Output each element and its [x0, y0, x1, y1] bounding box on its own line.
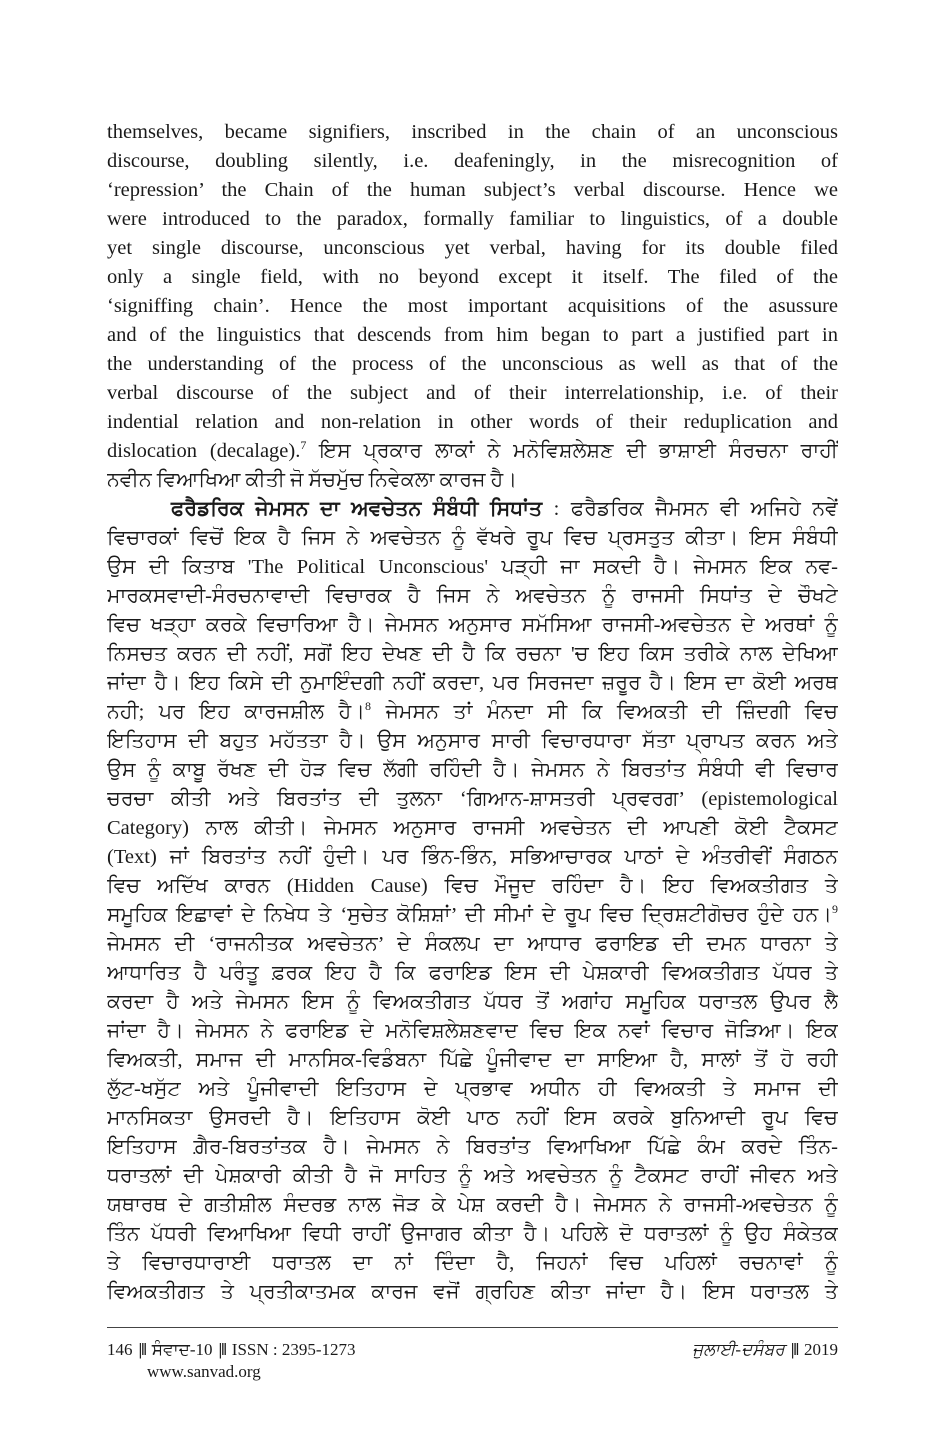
text-segment: ਇਸ ਪ੍ਰਕਾਰ ਲਾਕਾਂ ਨੇ ਮਨੋਵਿਸ਼ਲੇਸ਼ਣ ਦੀ ਭਾਸ਼ਾਈ ਸੰਰਚਨਾ ਰਾਹੀਂ: [306, 440, 838, 462]
body-text: [107, 118, 838, 1307]
text-line: ਕਰਦਾ ਹੈ ਅਤੇ ਜੇਮਸਨ ਇਸ ਨੂੰ ਵਿਅਕਤੀਗਤ ਪੱਧਰ ਤੋਂ ਅਗਾਂਹ ਸਮੂਹਿਕ ਧਰਾਤਲ ਉਪਰ ਲੈ: [107, 991, 838, 1013]
text-line: ਆਧਾਰਿਤ ਹੈ ਪਰੰਤੂ ਫ਼ਰਕ ਇਹ ਹੈ ਕਿ ਫਰਾਇਡ ਇਸ ਦੀ ਪੇਸ਼ਕਾਰੀ ਵਿਅਕਤੀਗਤ ਪੱਧਰ ਤੇ: [107, 962, 838, 984]
text-line: ਵਿਅਕਤੀ, ਸਮਾਜ ਦੀ ਮਾਨਸਿਕ-ਵਿਡੰਬਨਾ ਪਿੱਛੇ ਪੂੰਜੀਵਾਦ ਦਾ ਸਾਇਆ ਹੈ, ਸਾਲਾਂ ਤੋਂ ਹੋ ਰਹੀ: [107, 1049, 838, 1071]
text-line: ਵਿਅਕਤੀਗਤ ਤੇ ਪ੍ਰਤੀਕਾਤਮਕ ਕਾਰਜ ਵਜੋਂ ਗ੍ਰਹਿਣ ਕੀਤਾ ਜਾਂਦਾ ਹੈ। ਇਸ ਧਰਾਤਲ ਤੇ: [107, 1281, 838, 1303]
paragraph-1: [107, 118, 838, 495]
section-heading: ਫਰੈਡਰਿਕ ਜੇਮਸਨ ਦਾ ਅਵਚੇਤਨ ਸੰਬੰਧੀ ਸਿਧਾਂਤ: [171, 498, 543, 520]
text-line: (Text) ਜਾਂ ਬਿਰਤਾਂਤ ਨਹੀਂ ਹੁੰਦੀ। ਪਰ ਭਿੰਨ-ਭਿੰਨ, ਸਭਿਆਚਾਰਕ ਪਾਠਾਂ ਦੇ ਅੰਤਰੀਵੀਂ ਸੰਗਠਨ: [107, 846, 838, 868]
issue-year: 2019: [804, 1340, 838, 1359]
text-line: ਤੇ ਵਿਚਾਰਧਾਰਾਈ ਧਰਾਤਲ ਦਾ ਨਾਂ ਦਿੰਦਾ ਹੈ, ਜਿਹਨਾਂ ਵਿਚ ਪਹਿਲਾਂ ਰਚਨਾਵਾਂ ਨੂੰ: [107, 1252, 838, 1274]
text-segment: : ਫਰੈਡਰਿਕ ਜੈਮਸਨ ਵੀ ਅਜਿਹੇ ਨਵੇਂ: [542, 498, 838, 520]
text-line: ਚਰਚਾ ਕੀਤੀ ਅਤੇ ਬਿਰਤਾਂਤ ਦੀ ਤੁਲਨਾ ‘ਗਿਆਨ-ਸ਼ਾਸਤਰੀ ਪ੍ਰਵਰਗ’ (epistemological: [107, 788, 838, 810]
text-line-with-footnote: [107, 901, 838, 930]
text-line: ਉਸ ਨੂੰ ਕਾਬੂ ਰੱਖਣ ਦੀ ਹੋੜ ਵਿਚ ਲੱਗੀ ਰਹਿੰਦੀ ਹੈ। ਜੇਮਸਨ ਨੇ ਬਿਰਤਾਂਤ ਸੰਬੰਧੀ ਵੀ ਵਿਚਾਰ: [107, 759, 838, 781]
text-line: ਮਾਨਸਿਕਤਾ ਉਸਰਦੀ ਹੈ। ਇਤਿਹਾਸ ਕੋਈ ਪਾਠ ਨਹੀਂ ਇਸ ਕਰਕੇ ਬੁਨਿਆਦੀ ਰੂਪ ਵਿਚ: [107, 1107, 838, 1129]
text-line: ਇਤਿਹਾਸ ਗ਼ੈਰ-ਬਿਰਤਾਂਤਕ ਹੈ। ਜੇਮਸਨ ਨੇ ਬਿਰਤਾਂਤ ਵਿਆਖਿਆ ਪਿੱਛੇ ਕੰਮ ਕਰਦੇ ਤਿੰਨ-: [107, 1136, 838, 1158]
footnote-marker[interactable]: 9: [832, 902, 838, 917]
footnote-marker[interactable]: 8: [364, 699, 371, 714]
text-line: ਨਿਸਚਤ ਕਰਨ ਦੀ ਨਹੀਂ, ਸਗੋਂ ਇਹ ਦੇਖਣ ਦੀ ਹੈ ਕਿ ਰਚਨਾ 'ਚ ਇਹ ਕਿਸ ਤਰੀਕੇ ਨਾਲ ਦੇਖਿਆ: [107, 643, 838, 665]
text-segment: ਸਮੂਹਿਕ ਇਛਾਵਾਂ ਦੇ ਨਿਖੇਧ ਤੇ ‘ਸੁਚੇਤ ਕੋਸ਼ਿਸ਼ਾਂ’ ਦੀ ਸੀਮਾਂ ਦੇ ਰੂਪ ਵਿਚ ਦ੍ਰਿਸ਼ਟੀਗੋਚਰ ਹੁੰਦੇ ਹਨ।: [107, 904, 832, 926]
text-line: ਤਿੰਨ ਪੱਧਰੀ ਵਿਆਖਿਆ ਵਿਧੀ ਰਾਹੀਂ ਉਜਾਗਰ ਕੀਤਾ ਹੈ। ਪਹਿਲੇ ਦੋ ਧਰਾਤਲਾਂ ਨੂੰ ਉਹ ਸੰਕੇਤਕ: [107, 1223, 838, 1245]
text-line: were introduced to the paradox, formally familiar to linguistics, of a double: [107, 208, 838, 230]
paragraph-2: [107, 495, 838, 1307]
text-line: only a single field, with no beyond except it itself. The filed of the: [107, 266, 838, 288]
text-line: and of the linguistics that descends from him began to part a justified part in: [107, 324, 838, 346]
text-segment: ਨਹੀ; ਪਰ ਇਹ ਕਾਰਜਸ਼ੀਲ ਹੈ।: [107, 701, 365, 723]
text-line: verbal discourse of the subject and of their interrelationship, i.e. of their: [107, 382, 838, 404]
text-line: indential relation and non-relation in other words of their reduplication and: [107, 411, 838, 433]
text-line: ਇਤਿਹਾਸ ਦੀ ਬਹੁਤ ਮਹੱਤਤਾ ਹੈ। ਉਸ ਅਨੁਸਾਰ ਸਾਰੀ ਵਿਚਾਰਧਾਰਾ ਸੱਤਾ ਪ੍ਰਾਪਤ ਕਰਨ ਅਤੇ: [107, 730, 838, 752]
text-line: ਜਾਂਦਾ ਹੈ। ਇਹ ਕਿਸੇ ਦੀ ਨੁਮਾਇੰਦਗੀ ਨਹੀਂ ਕਰਦਾ, ਪਰ ਸਿਰਜਦਾ ਜ਼ਰੂਰ ਹੈ। ਇਸ ਦਾ ਕੋਈ ਅਰਥ: [107, 672, 838, 694]
footer-divider: [107, 1327, 838, 1328]
page-number: 146: [107, 1340, 133, 1359]
footer-separator: |‖: [218, 1340, 226, 1359]
text-line-with-footnote: [107, 698, 838, 727]
text-line: ਲੁੱਟ-ਖਸੁੱਟ ਅਤੇ ਪੂੰਜੀਵਾਦੀ ਇਤਿਹਾਸ ਦੇ ਪ੍ਰਭਾਵ ਅਧੀਨ ਹੀ ਵਿਅਕਤੀ ਤੇ ਸਮਾਜ ਦੀ: [107, 1078, 838, 1100]
text-segment: ਜੇਮਸਨ ਤਾਂ ਮੰਨਦਾ ਸੀ ਕਿ ਵਿਅਕਤੀ ਦੀ ਜ਼ਿੰਦਗੀ ਵਿਚ: [370, 701, 838, 723]
text-line: ਮਾਰਕਸਵਾਦੀ-ਸੰਰਚਨਾਵਾਦੀ ਵਿਚਾਰਕ ਹੈ ਜਿਸ ਨੇ ਅਵਚੇਤਨ ਨੂੰ ਰਾਜਸੀ ਸਿਧਾਂਤ ਦੇ ਚੌਖਟੇ: [107, 585, 838, 607]
text-line: ਉਸ ਦੀ ਕਿਤਾਬ 'The Political Unconscious' ਪੜ੍ਹੀ ਜਾ ਸਕਦੀ ਹੈ। ਜੇਮਸਨ ਇਕ ਨਵ-: [107, 556, 838, 578]
text-line: ਯਥਾਰਥ ਦੇ ਗਤੀਸ਼ੀਲ ਸੰਦਰਭ ਨਾਲ ਜੋੜ ਕੇ ਪੇਸ਼ ਕਰਦੀ ਹੈ। ਜੇਮਸਨ ਨੇ ਰਾਜਸੀ-ਅਵਚੇਤਨ ਨੂੰ: [107, 1194, 838, 1216]
text-line: ਵਿਚ ਖੜ੍ਹਾ ਕਰਕੇ ਵਿਚਾਰਿਆ ਹੈ। ਜੇਮਸਨ ਅਨੁਸਾਰ ਸਮੱਸਿਆ ਰਾਜਸੀ-ਅਵਚੇਤਨ ਦੇ ਅਰਥਾਂ ਨੂੰ: [107, 614, 838, 636]
text-line: discourse, doubling silently, i.e. deafeningly, in the misrecognition of: [107, 150, 838, 172]
issn: ISSN : 2395-1273: [231, 1340, 356, 1359]
text-line: ਜੇਮਸਨ ਦੀ ‘ਰਾਜਨੀਤਕ ਅਵਚੇਤਨ’ ਦੇ ਸੰਕਲਪ ਦਾ ਆਧਾਰ ਫਰਾਇਡ ਦੀ ਦਮਨ ਧਾਰਨਾ ਤੇ: [107, 933, 838, 955]
text-line: ਵਿਚ ਅਦਿੱਖ ਕਾਰਨ (Hidden Cause) ਵਿਚ ਮੌਜੂਦ ਰਹਿੰਦਾ ਹੈ। ਇਹ ਵਿਅਕਤੀਗਤ ਤੇ: [107, 875, 838, 897]
text-line: themselves, became signifiers, inscribed in the chain of an unconscious: [107, 121, 838, 143]
text-line: ਧਰਾਤਲਾਂ ਦੀ ਪੇਸ਼ਕਾਰੀ ਕੀਤੀ ਹੈ ਜੋ ਸਾਹਿਤ ਨੂੰ ਅਤੇ ਅਵਚੇਤਨ ਨੂੰ ਟੈਕਸਟ ਰਾਹੀਂ ਜੀਵਨ ਅਤੇ: [107, 1165, 838, 1187]
footer-separator: |‖: [790, 1340, 798, 1359]
text-line: ਜਾਂਦਾ ਹੈ। ਜੇਮਸਨ ਨੇ ਫਰਾਇਡ ਦੇ ਮਨੋਵਿਸ਼ਲੇਸ਼ਣਵਾਦ ਵਿਚ ਇਕ ਨਵਾਂ ਵਿਚਾਰ ਜੋੜਿਆ। ਇਕ: [107, 1020, 838, 1042]
text-line: yet single discourse, unconscious yet verbal, having for its double filed: [107, 237, 838, 259]
footnote-marker[interactable]: 7: [300, 438, 307, 453]
text-line: ‘signiffing chain’. Hence the most important acquisitions of the asussure: [107, 295, 838, 317]
text-segment: dislocation (decalage).: [107, 440, 301, 462]
text-line: ‘repression’ the Chain of the human subject’s verbal discourse. Hence we: [107, 179, 838, 201]
text-line: Category) ਨਾਲ ਕੀਤੀ। ਜੇਮਸਨ ਅਨੁਸਾਰ ਰਾਜਸੀ ਅਵਚੇਤਨ ਦੀ ਆਪਣੀ ਕੋਈ ਟੈਕਸਟ: [107, 817, 838, 839]
footer-right: [692, 1340, 838, 1360]
website-link[interactable]: www.sanvad.org: [147, 1362, 261, 1381]
journal-name: ਸੰਵਾਦ-10: [151, 1340, 213, 1359]
text-line: ਨਵੀਨ ਵਿਆਖਿਆ ਕੀਤੀ ਜੋ ਸੱਚਮੁੱਚ ਨਿਵੇਕਲਾ ਕਾਰਜ ਹੈ।: [107, 469, 518, 491]
text-line-with-footnote: [107, 437, 838, 466]
footer-separator: |‖: [138, 1340, 146, 1359]
section-heading-line: [107, 495, 838, 524]
text-line: the understanding of the process of the unconscious as well as that of the: [107, 353, 838, 375]
issue-period: ਜੁਲਾਈ-ਦਸੰਬਰ: [692, 1340, 785, 1359]
footer-left: [107, 1340, 356, 1360]
text-line: ਵਿਚਾਰਕਾਂ ਵਿਚੋਂ ਇਕ ਹੈ ਜਿਸ ਨੇ ਅਵਚੇਤਨ ਨੂੰ ਵੱਖਰੇ ਰੂਪ ਵਿਚ ਪ੍ਰਸਤੁਤ ਕੀਤਾ। ਇਸ ਸੰਬੰਧੀ: [107, 527, 838, 549]
